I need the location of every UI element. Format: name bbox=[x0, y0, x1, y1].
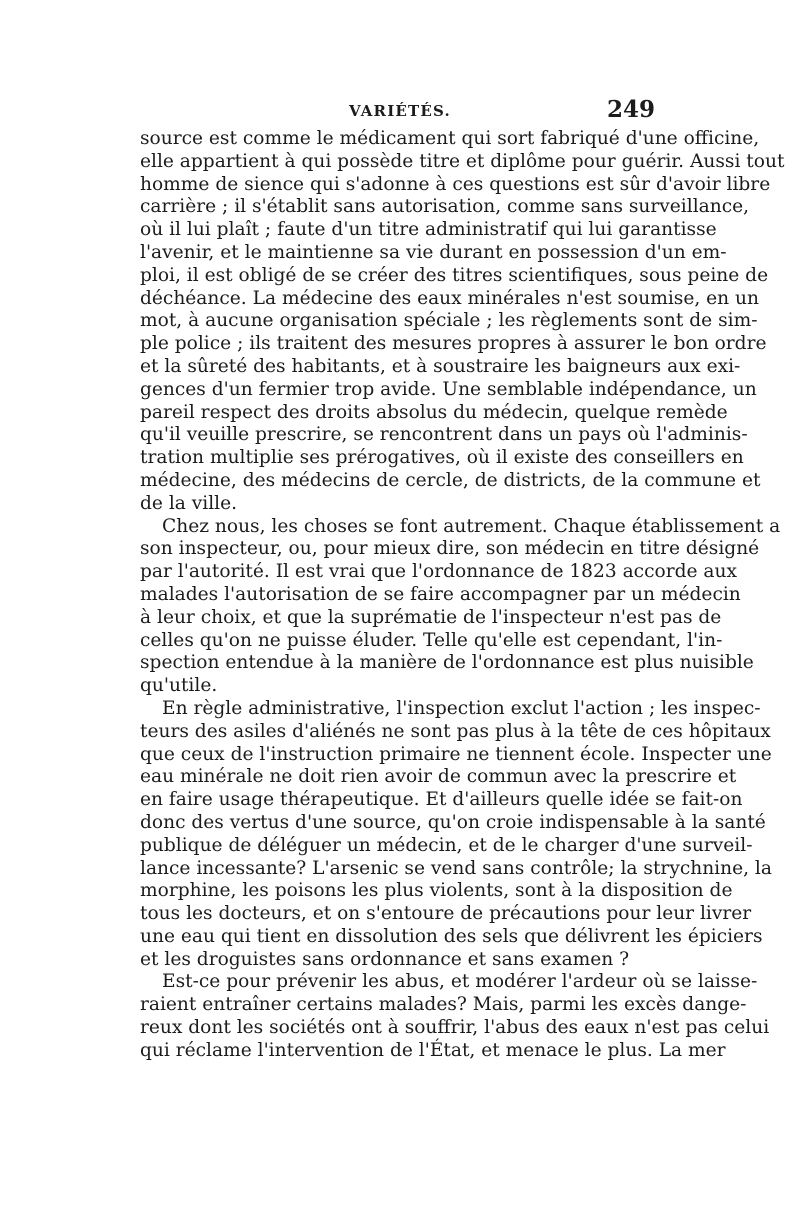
text-line: elle appartient à qui possède titre et diplôme pour guérir. Aussi tout bbox=[140, 150, 785, 172]
text-line: teurs des asiles d'aliénés ne sont pas plus à la tête de ces hôpitaux bbox=[140, 720, 771, 742]
text-line: tous les docteurs, et on s'entoure de précautions pour leur livrer bbox=[140, 903, 752, 925]
text-line: celles qu'on ne puisse éluder. Telle qu'elle est cependant, l'in- bbox=[140, 629, 723, 651]
text-line: raient entraîner certains malades? Mais, parmi les excès dange- bbox=[140, 994, 747, 1016]
paragraph-end-line: et les droguistes sans ordonnance et sans examen ? bbox=[140, 948, 630, 970]
text-line: morphine, les poisons les plus violents, sont à la disposition de bbox=[140, 880, 733, 902]
text-line: homme de sience qui s'adonne à ces questions est sûr d'avoir libre bbox=[140, 173, 771, 195]
text-line: publique de déléguer un médecin, et de le charger d'une surveil- bbox=[140, 834, 753, 856]
text-line: malades l'autorisation de se faire accompagner par un médecin bbox=[140, 583, 741, 605]
text-line: où il lui plaît ; faute d'un titre administratif qui lui garantisse bbox=[140, 219, 717, 241]
text-line: son inspecteur, ou, pour mieux dire, son médecin en titre désigné bbox=[140, 538, 760, 560]
text-line: mot, à aucune organisation spéciale ; les règlements sont de sim- bbox=[140, 310, 758, 332]
page-number: 249 bbox=[606, 96, 655, 123]
text-line: carrière ; il s'établit sans autorisation, comme sans surveillance, bbox=[140, 196, 750, 218]
paragraph-first-line: En règle administrative, l'inspection exclut l'action ; les inspec- bbox=[162, 697, 761, 719]
text-line: eau minérale ne doit rien avoir de commun avec la prescrire et bbox=[140, 766, 737, 788]
text-line: l'avenir, et le maintienne sa vie durant en possession d'un em- bbox=[140, 241, 727, 263]
paragraph-first-line: Est-ce pour prévenir les abus, et modérer l'ardeur où se laisse- bbox=[162, 971, 758, 993]
text-line: gences d'un fermier trop avide. Une semblable indépendance, un bbox=[140, 378, 757, 400]
running-head bbox=[140, 96, 660, 126]
paragraph-first-line: Chez nous, les choses se font autrement. Chaque établissement a bbox=[162, 515, 781, 537]
paragraph-end-line: qu'utile. bbox=[140, 675, 218, 697]
body-text bbox=[140, 128, 785, 1063]
running-title: VARIÉTÉS. bbox=[349, 102, 451, 120]
text-line: ple police ; ils traitent des mesures propres à assurer le bon ordre bbox=[140, 333, 767, 355]
text-line: par l'autorité. Il est vrai que l'ordonnance de 1823 accorde aux bbox=[140, 561, 737, 583]
text-line: en faire usage thérapeutique. Et d'ailleurs quelle idée se fait-on bbox=[140, 789, 743, 811]
text-line: médecine, des médecins de cercle, de districts, de la commune et bbox=[140, 469, 761, 491]
text-line: une eau qui tient en dissolution des sels que délivrent les épiciers bbox=[140, 925, 763, 947]
text-line: tration multiplie ses prérogatives, où il existe des conseillers en bbox=[140, 447, 744, 469]
text-line: que ceux de l'instruction primaire ne tiennent école. Inspecter une bbox=[140, 743, 772, 765]
text-line: à leur choix, et que la suprématie de l'inspecteur n'est pas de bbox=[140, 606, 722, 628]
text-line: source est comme le médicament qui sort fabriqué d'une officine, bbox=[140, 128, 760, 149]
text-line: lance incessante? L'arsenic se vend sans contrôle; la strychnine, la bbox=[140, 857, 772, 879]
text-line: pareil respect des droits absolus du médecin, quelque remède bbox=[140, 401, 728, 423]
text-line: qui réclame l'intervention de l'État, et menace le plus. La mer bbox=[140, 1039, 726, 1061]
paragraph-end-line: de la ville. bbox=[140, 492, 238, 514]
text-line: et la sûreté des habitants, et à soustraire les baigneurs aux exi- bbox=[140, 355, 741, 377]
text-line: déchéance. La médecine des eaux minérales n'est soumise, en un bbox=[140, 287, 759, 309]
text-line: reux dont les sociétés ont à souffrir, l'abus des eaux n'est pas celui bbox=[140, 1017, 770, 1039]
text-line: donc des vertus d'une source, qu'on croie indispensable à la santé bbox=[140, 811, 766, 833]
text-line: qu'il veuille prescrire, se rencontrent dans un pays où l'adminis- bbox=[140, 424, 748, 446]
text-line: spection entendue à la manière de l'ordonnance est plus nuisible bbox=[140, 652, 754, 674]
text-line: ploi, il est obligé de se créer des titres scientifiques, sous peine de bbox=[140, 264, 769, 286]
